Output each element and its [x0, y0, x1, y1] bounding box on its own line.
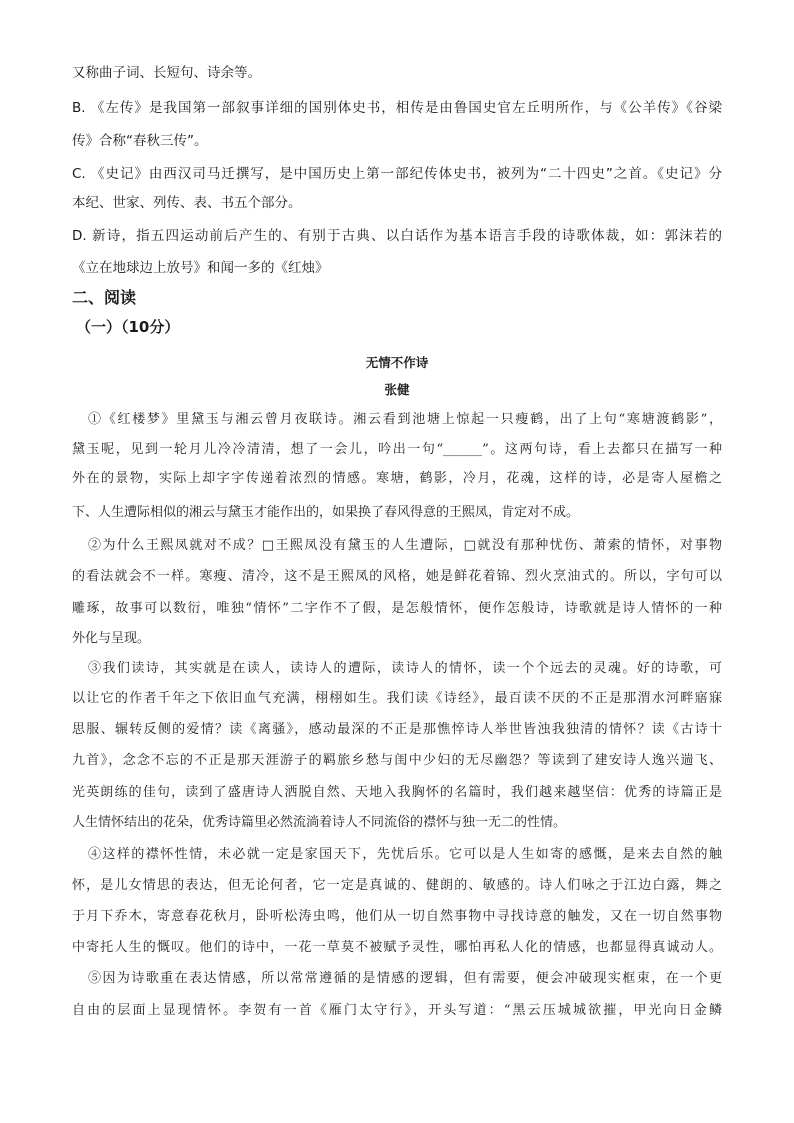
article-line: 自由的层面上显现情怀。李贺有一首《雁门太守行》，开头写道：“黑云压城城欲摧，甲光向日金鳞: [72, 1003, 722, 1018]
article-line: ③我们读诗，其实就是在读人，读诗人的遭际，读诗人的情怀，读一个个远去的灵魂。好的诗歌，可: [88, 661, 722, 676]
article-line: 以让它的作者千年之下依旧血气充满，栩栩如生。我们读《诗经》，最百读不厌的不正是那渭水河畔寤寐: [72, 691, 722, 706]
article-line: 九首》，念念不忘的不正是那天涯游子的羁旅乡愁与闺中少妇的无尽幽怨？等读到了建安诗人逸兴遄飞、: [72, 753, 722, 768]
article-line: 光英朗练的佳句，读到了盛唐诗人洒脱自然、天地入我胸怀的名篇时，我们越来越坚信：优秀的诗篇正是: [72, 785, 722, 800]
article-line: ⑤因为诗歌重在表达情感，所以常常遵循的是情感的逻辑，但有需要，便会冲破现实框束，在一个更: [88, 971, 722, 986]
article-line: 外在的景物，实际上却字字传递着浓烈的情感。寒塘，鹤影，冷月，花魂，这样的诗，必是寄人屋檐之: [72, 471, 722, 486]
article-line: 下、人生遭际相似的湘云与黛玉才能作出的，如果换了春风得意的王熙凤，肯定对不成。: [72, 505, 580, 520]
article-line: ④这样的襟怀性情，未必就一定是家国天下，先忧后乐。它可以是人生如寄的感慨，是来去自然的触: [88, 847, 722, 862]
article-line: 黛玉呢，见到一轮月儿冷冷清清，想了一会儿，吟出一句“______”。这两句诗，看上去都只在描写一种: [72, 442, 722, 457]
article-line: 雕琢，故事可以数衍，唯独“情怀”二字作不了假，是怎般情怀，便作怎般诗，诗歌就是诗人情怀的一种: [72, 601, 722, 616]
article-title: 无情不作诗: [365, 355, 429, 370]
option-b-line-1: B. 《左传》是我国第一部叙事详细的国别体史书，相传是由鲁国史官左丘明所作，与《公羊传》《谷梁: [72, 100, 722, 116]
article-author: 张健: [384, 382, 410, 397]
article-line: 外化与呈现。: [72, 631, 151, 646]
option-c-line-2: 本纪、世家、列传、表、书五个部分。: [72, 195, 302, 211]
section-subheading: （一）（10分）: [76, 318, 180, 336]
article-line: 的看法就会不一样。寒瘦、清冷，这不是王熙凤的风格，她是鲜花着锦、烈火烹油式的。所以，字句可以: [72, 569, 722, 584]
article-line: 中寄托人生的慨叹。他们的诗中，一花一草莫不被赋予灵性，哪怕再私人化的情感，也都显得真诚动人。: [72, 940, 722, 955]
section-heading: 二、阅读: [72, 288, 137, 307]
option-b-line-2: 传》合称“春秋三传”。: [72, 133, 208, 149]
continuation-line: 又称曲子词、长短句、诗余等。: [72, 65, 261, 81]
option-c-line-1: C. 《史记》由西汉司马迁撰写，是中国历史上第一部纪传体史书，被列为“二十四史”之首。《史记》分: [72, 166, 722, 182]
article-line: ①《红楼梦》里黛玉与湘云曾月夜联诗。湘云看到池塘上惊起一只瘦鹤，出了上句“寒塘渡鹤影”，: [88, 412, 722, 427]
option-d-line-2: 《立在地球边上放号》和闻一多的《红烛》: [72, 260, 329, 276]
article-line: 于月下乔木，寄意春花秋月，卧听松涛虫鸣，他们从一切自然事物中寻找诗意的触发，又在一切自然事物: [72, 909, 722, 924]
article-line: 人生情怀结出的花朵，优秀诗篇里必然流淌着诗人不同流俗的襟怀与独一无二的性情。: [72, 815, 567, 830]
option-d-line-1: D. 新诗，指五四运动前后产生的、有别于古典、以白话作为基本语言手段的诗歌体裁，如：郭沫若的: [72, 228, 722, 244]
article-line: ②为什么王熙凤就对不成？□王熙凤没有黛玉的人生遭际，□就没有那种忧伤、萧索的情怀，对事物: [88, 538, 722, 553]
article-line: 怀，是儿女情思的表达，但无论何者，它一定是真诚的、健朗的、敏感的。诗人们咏之于江边白露，舞之: [72, 878, 722, 893]
article-line: 思服、辗转反侧的爱情？读《离骚》，感动最深的不正是那憔悴诗人举世皆浊我独清的情怀？读《古诗十: [72, 722, 722, 737]
